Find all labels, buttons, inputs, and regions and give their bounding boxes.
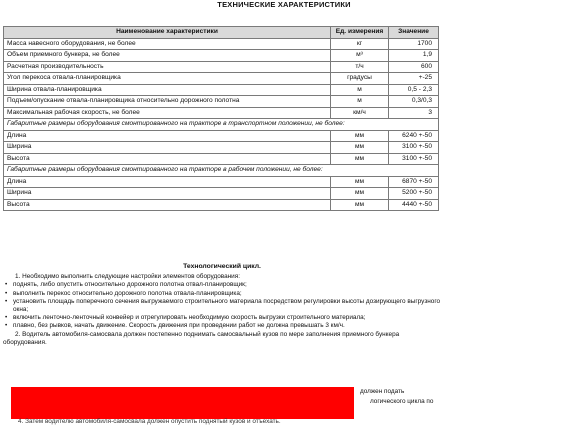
row-value: 3 [389,107,439,119]
section-heading: Технологический цикл. [183,263,261,270]
row-name: Угол перекоса отвала-планировщика [4,73,331,85]
row-unit: км/ч [331,107,389,119]
row-value: 600 [389,61,439,73]
row-unit: кг [331,38,389,50]
table-row [4,188,439,200]
row-value: +-25 [389,73,439,85]
table-row [4,153,439,165]
table-row [4,84,439,96]
row-unit: м [331,96,389,108]
table-row [4,61,439,73]
row-name: Максимальная рабочая скорость, не более [4,107,331,119]
table-row [4,38,439,50]
table-row [4,96,439,108]
row-value: 4440 +-50 [389,199,439,211]
table-row [4,199,439,211]
table-row [4,107,439,119]
row-unit: мм [331,153,389,165]
header-value: Значение [389,27,439,39]
document-title: ТЕХНИЧЕСКИЕ ХАРАКТЕРИСТИКИ [217,0,351,9]
row-value: 0,5 - 2,3 [389,84,439,96]
list-item: • включить ленточно-ленточный конвейер и отрегулировать необходимую скорость выгрузки строительного материала; [3,314,441,322]
row-value: 6870 +-50 [389,176,439,188]
row-value: 6240 +-50 [389,130,439,142]
obscured-text-tail: логического цикла по [370,398,434,405]
redaction-box [11,387,354,419]
list-item: • выполнить перекос относительно дорожного полотна отвала-планировщика; [3,290,441,298]
table-row [4,73,439,85]
spec-table [3,26,439,211]
row-value: 5200 +-50 [389,188,439,200]
row-unit: мм [331,176,389,188]
row-unit: градусы [331,73,389,85]
row-unit: м³ [331,50,389,62]
obscured-text-tail: должен подать [360,388,405,395]
row-name: Высота [4,153,331,165]
row-name: Подъем/опускание отвала-планировщика относительно дорожного полотна [4,96,331,108]
list-item: • плавно, без рывков, начать движение. Скорость движения при проведении работ не должна превышать 3 км/ч. [3,322,441,330]
row-unit: мм [331,188,389,200]
row-value: 0,3/0,3 [389,96,439,108]
row-value: 3100 +-50 [389,153,439,165]
row-unit: мм [331,130,389,142]
section-row-working [4,165,439,177]
row-name: Ширина отвала-планировщика [4,84,331,96]
row-value: 1,9 [389,50,439,62]
row-name: Высота [4,199,331,211]
section-title: Габаритные размеры оборудования смонтированного на тракторе в транспортном положении, не более: [4,119,439,131]
header-name: Наименование характеристики [4,27,331,39]
table-row [4,176,439,188]
table-row [4,142,439,154]
step-2: 2. Водитель автомобиля-самосвала должен постепенно поднимать самосвальный кузов по мере заполнения приемного бункера оборудования. [3,330,400,346]
row-name: Ширина [4,142,331,154]
table-row [4,130,439,142]
row-unit: м [331,84,389,96]
row-name: Масса навесного оборудования, не более [4,38,331,50]
list-item: • поднять, либо опустить относительно дорожного полотна отвал-планировщик; [3,281,441,289]
row-unit: мм [331,199,389,211]
row-name: Длина [4,130,331,142]
step-1: 1. Необходимо выполнить следующие настройки элементов оборудования: [15,273,240,281]
row-name: Объем приемного бункера, не более [4,50,331,62]
technological-cycle [3,263,441,347]
row-name: Длина [4,176,331,188]
row-unit: мм [331,142,389,154]
row-value: 3100 +-50 [389,142,439,154]
table-row [4,50,439,62]
section-row-transport [4,119,439,131]
settings-list [3,281,441,330]
list-item: • установить площадь поперечного сечения выгружаемого строительного материала посредством регулировки высоты дозирующего выгрузного окна; [3,298,441,314]
row-name: Ширина [4,188,331,200]
row-value: 1700 [389,38,439,50]
table-header-row [4,27,439,39]
step-4-partial: 4. Затем водителю автомобиля-самосвала должен опустить поднятый кузов и отъехать. [18,418,281,425]
row-unit: т/ч [331,61,389,73]
row-name: Расчетная производительность [4,61,331,73]
section-title: Габаритные размеры оборудования смонтированного на тракторе в рабочем положении, не более: [4,165,439,177]
header-unit: Ед. измерения [331,27,389,39]
